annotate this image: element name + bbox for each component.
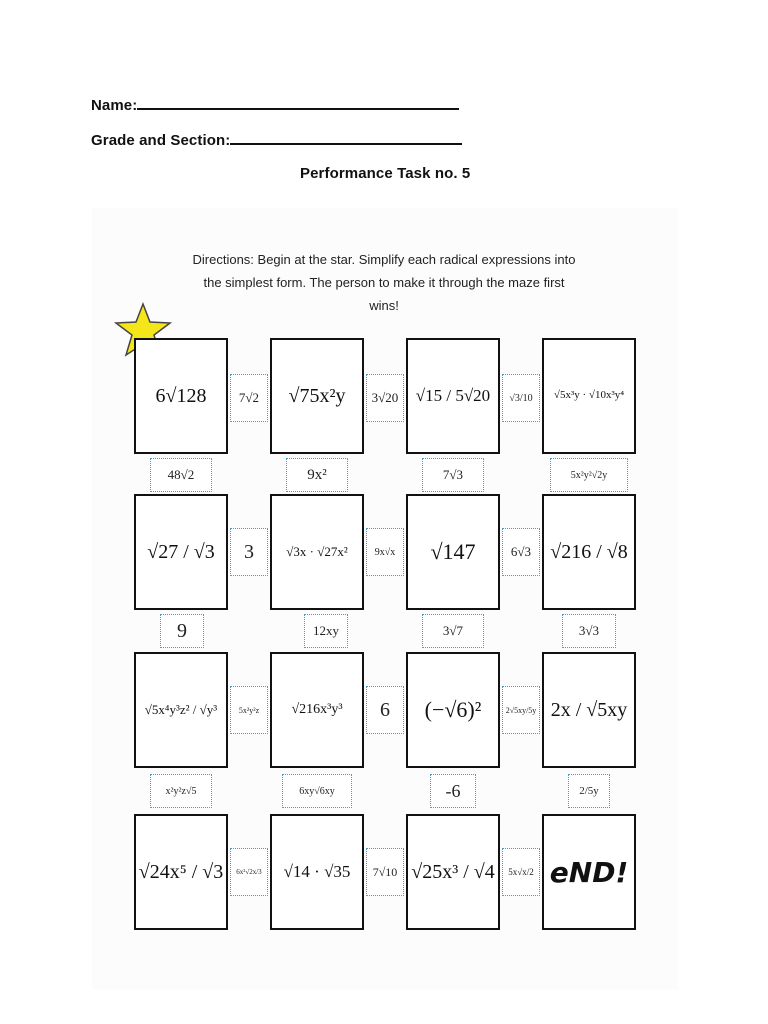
h-connector-r3-3[interactable]: 2√5xy/5y [502,686,540,734]
h-connector-r4-2[interactable]: 7√10 [366,848,404,896]
maze-box-r1-c4[interactable]: √5x³y · √10x³y⁴ [542,338,636,454]
v-connector-c4-1[interactable]: 5x²y²√2y [550,458,628,492]
v-connector-c3-3[interactable]: -6 [430,774,476,808]
h-connector-r2-1[interactable]: 3 [230,528,268,576]
name-label: Name: [91,97,138,114]
maze-box-r3-c1[interactable]: √5x⁴y³z² / √y³ [134,652,228,768]
h-connector-r1-2[interactable]: 3√20 [366,374,404,422]
h-connector-r1-3[interactable]: √3/10 [502,374,540,422]
task-title: Performance Task no. 5 [300,165,471,182]
directions [144,248,624,317]
maze-box-r3-c4[interactable]: 2x / √5xy [542,652,636,768]
h-connector-r2-3[interactable]: 6√3 [502,528,540,576]
maze-box-r2-c4[interactable]: √216 / √8 [542,494,636,610]
h-connector-r4-3[interactable]: 5x√x/2 [502,848,540,896]
maze-end-box[interactable]: eND! [542,814,636,930]
maze-box-r1-c1[interactable]: 6√128 [134,338,228,454]
v-connector-c1-2[interactable]: 9 [160,614,204,648]
radical-maze [92,208,678,990]
h-connector-r2-2[interactable]: 9x√x [366,528,404,576]
h-connector-r1-1[interactable]: 7√2 [230,374,268,422]
maze-box-r1-c2[interactable]: √75x²y [270,338,364,454]
h-connector-r3-2[interactable]: 6 [366,686,404,734]
directions-line-1: Directions: Begin at the star. Simplify each radical expressions into [192,252,576,267]
v-connector-c4-2[interactable]: 3√3 [562,614,616,648]
maze-box-r4-c1[interactable]: √24x⁵ / √3 [134,814,228,930]
grade-section-label: Grade and Section: [91,132,231,149]
v-connector-c2-1[interactable]: 9x² [286,458,348,492]
maze-box-r3-c2[interactable]: √216x³y³ [270,652,364,768]
h-connector-r3-1[interactable]: 5x²y²z [230,686,268,734]
v-connector-c2-2[interactable]: 12xy [304,614,348,648]
maze-box-r1-c3[interactable]: √15 / 5√20 [406,338,500,454]
maze-box-r4-c2[interactable]: √14 · √35 [270,814,364,930]
v-connector-c2-3[interactable]: 6xy√6xy [282,774,352,808]
v-connector-c4-3[interactable]: 2/5y [568,774,610,808]
grade-section-field [91,131,462,149]
directions-line-3: wins! [369,298,399,313]
maze-box-r2-c3[interactable]: √147 [406,494,500,610]
v-connector-c3-2[interactable]: 3√7 [422,614,484,648]
maze-box-r2-c1[interactable]: √27 / √3 [134,494,228,610]
maze-box-r2-c2[interactable]: √3x · √27x² [270,494,364,610]
directions-line-2: the simplest form. The person to make it through the maze first [203,275,565,290]
maze-box-r4-c3[interactable]: √25x³ / √4 [406,814,500,930]
v-connector-c1-1[interactable]: 48√2 [150,458,212,492]
h-connector-r4-1[interactable]: 6x²√2x/3 [230,848,268,896]
name-blank-line[interactable] [137,96,459,110]
grade-section-blank-line[interactable] [230,131,462,145]
v-connector-c3-1[interactable]: 7√3 [422,458,484,492]
v-connector-c1-3[interactable]: x²y²z√5 [150,774,212,808]
maze-box-r3-c3[interactable]: (−√6)² [406,652,500,768]
name-field [91,96,459,114]
